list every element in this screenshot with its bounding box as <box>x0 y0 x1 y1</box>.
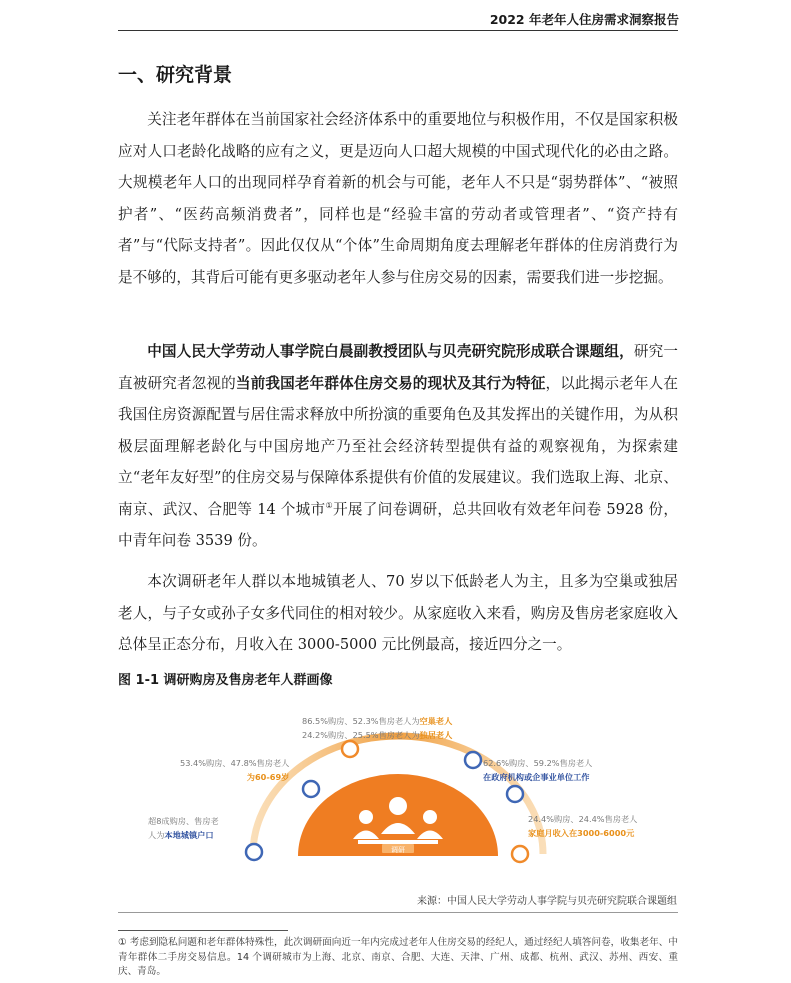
annotation-income: 24.4%购房、24.4%售房老人 家庭月收入在3000-6000元 <box>528 814 638 838</box>
elderly-portrait-figure <box>118 694 678 884</box>
paragraph-2-text-a: 研究一直被研究者忽视的 <box>118 343 678 392</box>
node-age-2 <box>303 781 319 797</box>
figure-source: 来源：中国人民大学劳动人事学院与贝壳研究院联合课题组 <box>417 896 677 907</box>
footnote: ① 考虑到隐私问题和老年群体特殊性，此次调研面向近一年内完成过老年人住房交易的经纪人，通过经纪人填答问卷，收集老年、中青年群体二手房交易信息。14 个调研城市为上海、北京、南京、合肥、大连、天津、广州、成都、杭州、武汉、苏州、西安、重庆、青岛。 <box>118 937 678 977</box>
annotation-empty-nest: 86.5%购房、52.3%售房老人为空巢老人 <box>302 716 453 726</box>
node-employment <box>465 752 481 768</box>
annotation-hukou: 超8成购房、售房老 人为本地城镇户口 <box>148 816 219 840</box>
annotation-employment: 62.6%购房、59.2%售房老人 在政府机构或企事业单位工作 <box>483 758 593 782</box>
node-income <box>512 846 528 862</box>
node-employment-2 <box>507 786 523 802</box>
figure-caption: 图 1-1 调研购房及售房老年人群画像 <box>118 673 333 688</box>
node-hukou <box>246 844 262 860</box>
header-divider <box>118 30 678 31</box>
paragraph-1: 关注老年群体在当前国家社会经济体系中的重要地位与积极作用，不仅是国家积极应对人口老龄化战略的应有之义，更是迈向人口超大规模的中国式现代化的必由之路。大规模老年人口的出现同样孕育着新的机会与可能，老年人不只是“弱势群体”、“被照护者”、“医药高频消费者”，同样也是“经验丰富的劳动者或管理者”、“资产持有者”与“代际支持者”。因此仅仅从“个体”生命周期角度去理解老年群体的住房消费行为是不够的，其背后可能有更多驱动老年人参与住房交易的因素，需要我们进一步挖掘。 <box>118 111 678 286</box>
annotation-age: 53.4%购房、47.8%售房老人 为60-69岁 <box>180 758 290 782</box>
annotation-living-alone: 24.2%购房、25.5%售房老人为独居老人 <box>302 730 453 740</box>
paragraph-2-text-b: ，以此揭示老年人在我国住房资源配置与居住需求释放中所扮演的重要角色及其发挥出的关键作用，为从积极层面理解老龄化与中国房地产乃至社会经济转型提供有益的观察视角，为探索建立“老年友好型”的住房交易与保障体系提供有价值的发展建议。我们选取上海、北京、南京、武汉、合肥等 14 个城市 <box>118 374 678 518</box>
source-divider <box>118 912 678 913</box>
footnote-ref[interactable]: ① <box>325 500 333 510</box>
footnote-divider <box>118 930 288 931</box>
page-header-title: 2022 年老年人住房需求洞察报告 <box>489 12 679 27</box>
section-title: 一、研究背景 <box>118 64 233 86</box>
center-label: 调研 <box>391 846 405 854</box>
paragraph-2 <box>118 336 678 557</box>
paragraph-2-text-c: 开展了问卷调研，总共回收有效老年问卷 5928 份，中青年问卷 3539 份。 <box>118 500 678 549</box>
paragraph-2-bold-lead: 中国人民大学劳动人事学院白晨副教授团队与贝壳研究院形成联合课题组， <box>147 343 634 360</box>
node-age <box>342 741 358 757</box>
paragraph-3: 本次调研老年人群以本地城镇老人、70 岁以下低龄老人为主，且多为空巢或独居老人，与子女或孙子女多代同住的相对较少。从家庭收入来看，购房及售房老家庭收入总体呈正态分布，月收入在 3000-5000 元比例最高，接近四分之一。 <box>118 573 678 653</box>
paragraph-2-bold-topic: 当前我国老年群体住房交易的现状及其行为特征 <box>235 374 546 392</box>
